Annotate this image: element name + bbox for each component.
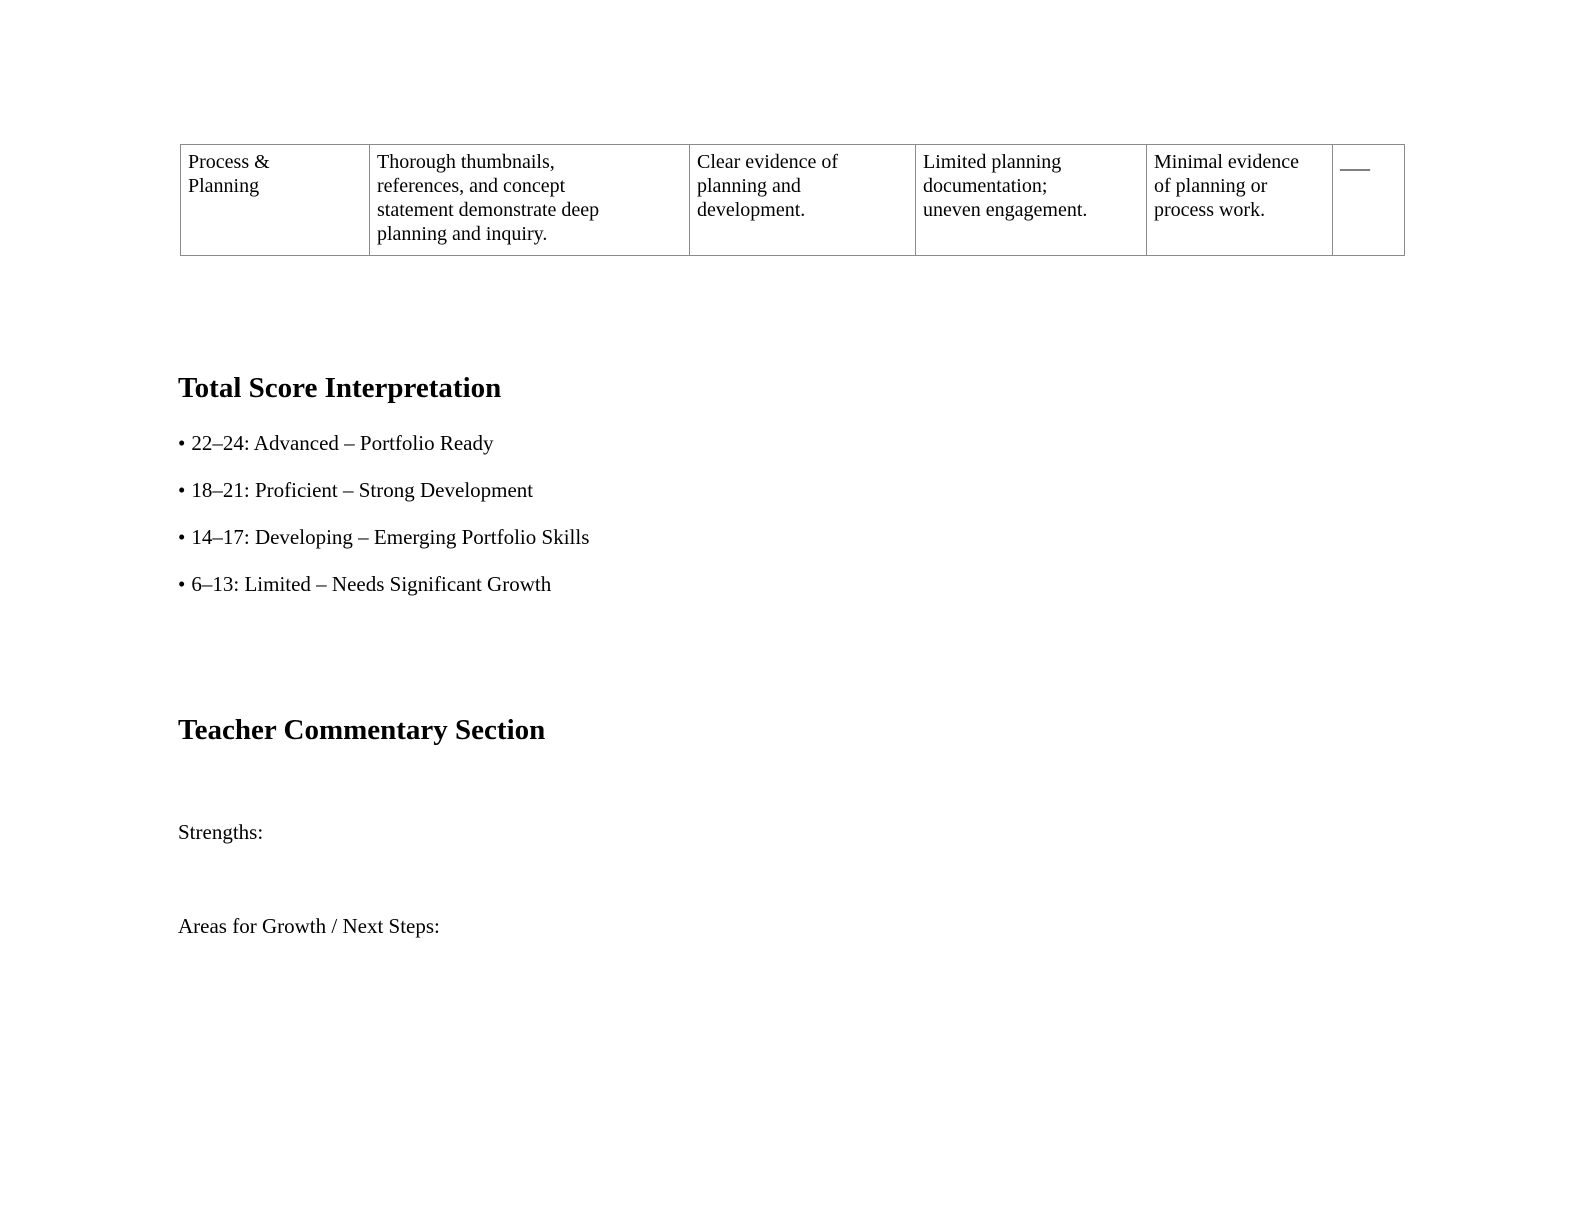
rubric-table (180, 144, 1405, 256)
list-item (178, 525, 589, 549)
score-interpretation-list (178, 431, 589, 619)
score-blank-cell (1333, 145, 1405, 256)
level-text-limited: Minimal evidence of planning or process work. (1154, 151, 1299, 221)
level-text-developing: Limited planning documentation; uneven engagement. (923, 151, 1088, 221)
score-blank-line: ___ (1340, 151, 1370, 173)
bullet-icon: • (178, 572, 186, 596)
strengths-label: Strengths: (178, 820, 264, 844)
level-cell-limited (1147, 145, 1333, 256)
list-item (178, 478, 589, 502)
list-item-text: 18–21: Proficient – Strong Development (191, 478, 534, 502)
bullet-icon: • (178, 431, 186, 455)
bullet-icon: • (178, 478, 186, 502)
list-item (178, 572, 589, 596)
criterion-label: Process & Planning (188, 151, 270, 197)
criterion-cell (181, 145, 370, 256)
level-cell-developing (916, 145, 1147, 256)
commentary-heading: Teacher Commentary Section (178, 714, 546, 746)
table-row (181, 145, 1405, 256)
total-score-heading: Total Score Interpretation (178, 372, 502, 404)
list-item-text: 6–13: Limited – Needs Significant Growth (191, 572, 552, 596)
list-item-text: 22–24: Advanced – Portfolio Ready (191, 431, 494, 455)
level-text-advanced: Thorough thumbnails, references, and concept statement demonstrate deep planning and inquiry. (377, 151, 600, 245)
level-text-proficient: Clear evidence of planning and development. (697, 151, 839, 221)
list-item (178, 431, 589, 455)
areas-for-growth-label: Areas for Growth / Next Steps: (178, 914, 440, 938)
level-cell-advanced (370, 145, 690, 256)
level-cell-proficient (690, 145, 916, 256)
list-item-text: 14–17: Developing – Emerging Portfolio Skills (191, 525, 590, 549)
bullet-icon: • (178, 525, 186, 549)
